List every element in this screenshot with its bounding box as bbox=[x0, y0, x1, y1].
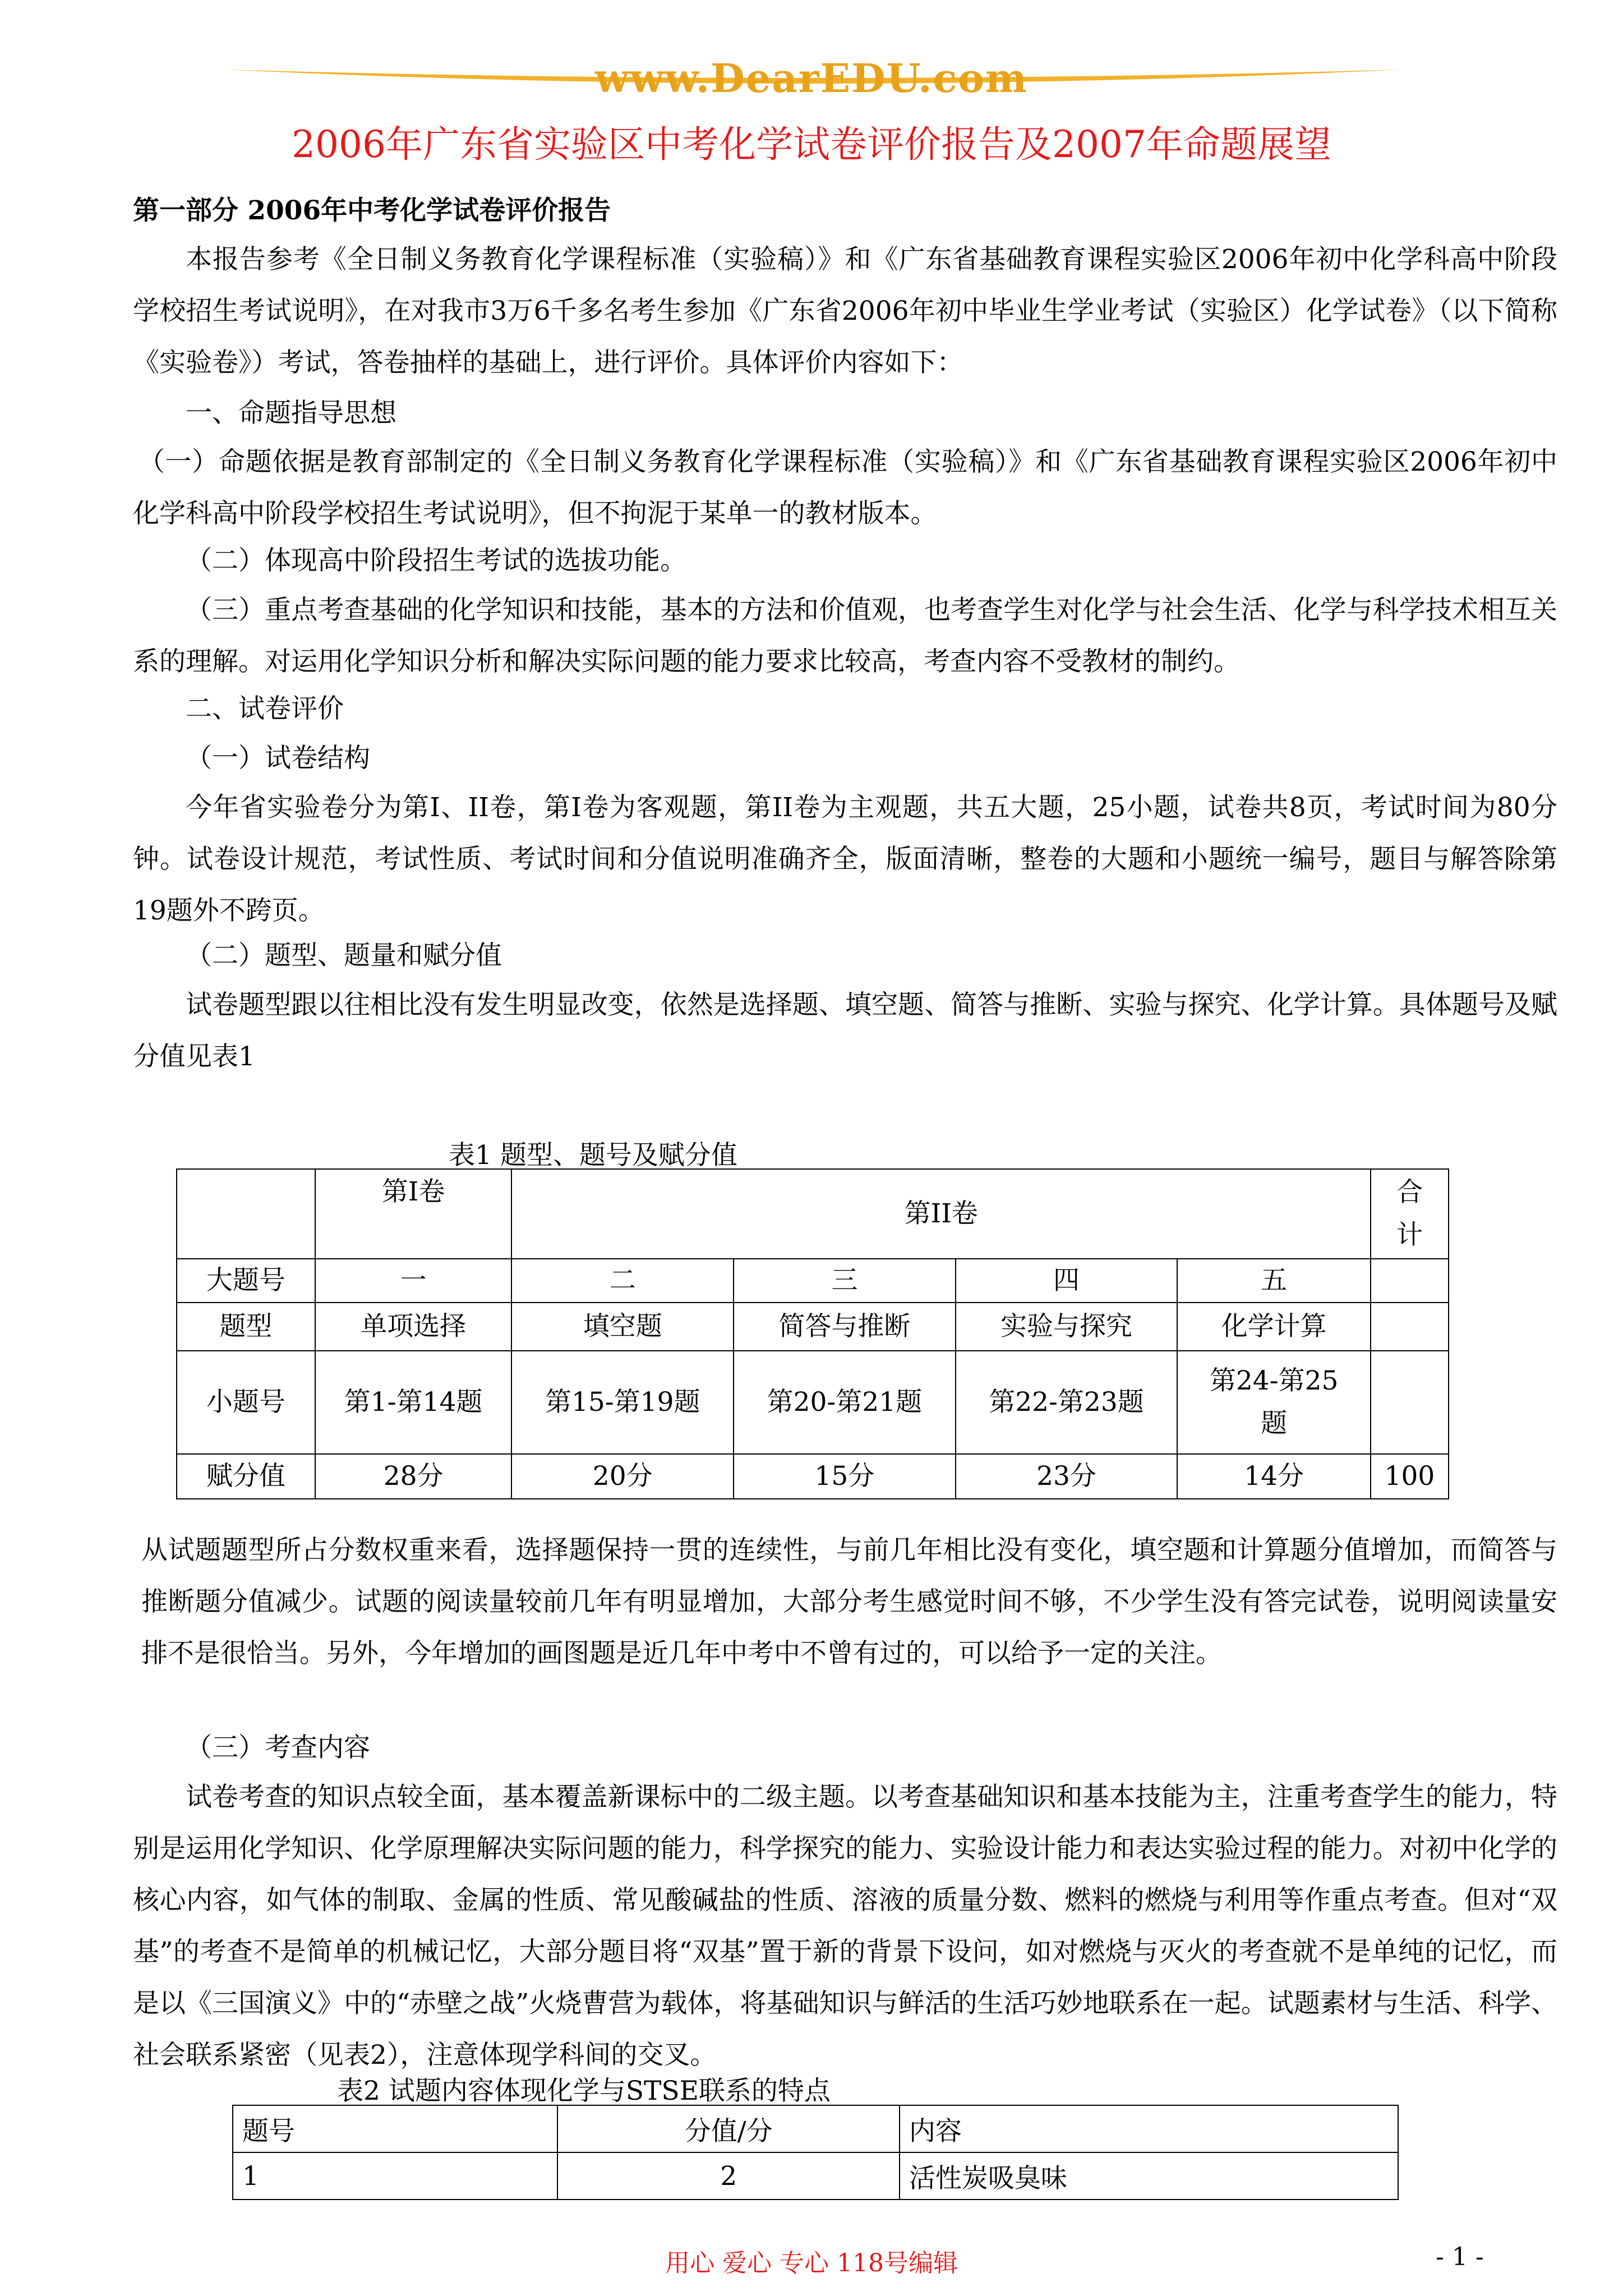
section2-sub2: （二）题型、题量和赋分值 bbox=[186, 940, 502, 971]
section1-heading: 一、命题指导思想 bbox=[186, 398, 396, 429]
table1-cell bbox=[1371, 1259, 1449, 1303]
table1-row-label: 题型 bbox=[177, 1303, 315, 1351]
after-table1-paragraph: 从试题题型所占分数权重来看，选择题保持一贯的连续性，与前几年相比没有变化，填空题和计算题分值增加，而简答与推断题分值减少。试题的阅读量较前几年有明显增加，大部分考生感觉时间不够，不少学生没有答完试卷，说明阅读量安排不是很恰当。另外，今年增加的画图题是近几年中考中不曾有过的，可以给予一定的关注。 bbox=[141, 1535, 1557, 1669]
table1-row-num bbox=[177, 1259, 1449, 1303]
table1-cell: 四 bbox=[956, 1259, 1178, 1303]
table1-cell: 23分 bbox=[956, 1454, 1178, 1499]
table1-cell: 第15-第19题 bbox=[511, 1351, 734, 1454]
table2-cell: 活性炭吸臭味 bbox=[900, 2152, 1398, 2200]
section1-paragraph-3: （三）重点考查基础的化学知识和技能，基本的方法和价值观，也考查学生对化学与社会生活、化学与科学技术相互关系的理解。对运用化学知识分析和解决实际问题的能力要求比较高，考查内容不受教材的制约。 bbox=[133, 595, 1557, 677]
table1-cell: 实验与探究 bbox=[956, 1303, 1178, 1351]
table1-row-score bbox=[177, 1454, 1449, 1499]
table1-cell: 14分 bbox=[1177, 1454, 1371, 1499]
table1-caption: 表1 题型、题号及赋分值 bbox=[449, 1140, 737, 1171]
table1-cell bbox=[1371, 1351, 1449, 1454]
section2-sub1: （一）试卷结构 bbox=[186, 743, 370, 774]
section2-sub3: （三）考查内容 bbox=[186, 1732, 370, 1763]
table1-cell: 化学计算 bbox=[1177, 1303, 1371, 1351]
table2-caption: 表2 试题内容体现化学与STSE联系的特点 bbox=[337, 2076, 831, 2106]
footer-text: 用心 爱心 专心 118号编辑 bbox=[665, 2249, 958, 2277]
table1-cell: 一 bbox=[315, 1259, 512, 1303]
section2-paragraph-1: 今年省实验卷分为第I、II卷，第I卷为客观题，第II卷为主观题，共五大题，25小题，试卷共8页，考试时间为80分钟。试卷设计规范，考试性质、考试时间和分值说明准确齐全，版面清晰，整卷的大题和小题统一编号，题目与解答除第19题外不跨页。 bbox=[133, 792, 1557, 926]
table1-cell: 五 bbox=[1177, 1259, 1371, 1303]
table2-cell: 2 bbox=[557, 2152, 899, 2200]
table1-cell: 第20-第21题 bbox=[734, 1351, 956, 1454]
section2-paragraph-2: 试卷题型跟以往相比没有发生明显改变，依然是选择题、填空题、简答与推断、实验与探究、化学计算。具体题号及赋分值见表1 bbox=[133, 990, 1557, 1072]
table1-cell: 二 bbox=[511, 1259, 734, 1303]
table1-row-label: 大题号 bbox=[177, 1259, 315, 1303]
document-title: 2006年广东省实验区中考化学试卷评价报告及2007年命题展望 bbox=[292, 123, 1331, 166]
table1-cell: 15分 bbox=[734, 1454, 956, 1499]
section2-paragraph-3: 试卷考查的知识点较全面，基本覆盖新课标中的二级主题。以考查基础知识和基本技能为主，注重考查学生的能力，特别是运用化学知识、化学原理解决实际问题的能力，科学探究的能力、实验设计能力和表达实验过程的能力。对初中化学的核心内容，如气体的制取、金属的性质、常见酸碱盐的性质、溶液的质量分数、燃料的燃烧与利用等作重点考查。但对“双基”的考查不是简单的机械记忆，大部分题目将“双基”置于新的背景下设问，如对燃烧与灭火的考查就不是单纯的记忆，而是以《三国演义》中的“赤壁之战”火烧曹营为载体，将基础知识与鲜活的生活巧妙地联系在一起。试题素材与生活、科学、社会联系紧密（见表2），注意体现学科间的交叉。 bbox=[133, 1782, 1557, 2070]
table2-row bbox=[233, 2152, 1398, 2200]
table2-header-row bbox=[233, 2105, 1398, 2152]
table1-total-header-cell: 合 计 bbox=[1371, 1169, 1449, 1259]
page-number: - 1 - bbox=[1436, 2243, 1484, 2271]
table1-cell: 第1-第14题 bbox=[315, 1351, 512, 1454]
table1-header-row bbox=[177, 1169, 1449, 1259]
table1-cell: 第22-第23题 bbox=[956, 1351, 1178, 1454]
table1-row-label: 赋分值 bbox=[177, 1454, 315, 1499]
intro-paragraph: 本报告参考《全日制义务教育化学课程标准（实验稿）》和《广东省基础教育课程实验区2006年初中化学科高中阶段学校招生考试说明》，在对我市3万6千多名考生参加《广东省2006年初中毕业生学业考试（实验区）化学试卷》（以下简称《实验卷》）考试，答卷抽样的基础上，进行评价。具体评价内容如下： bbox=[133, 244, 1557, 378]
table1-cell: 28分 bbox=[315, 1454, 512, 1499]
table1-paper1-cell: 第I卷 bbox=[315, 1169, 512, 1259]
table1-cell: 单项选择 bbox=[315, 1303, 512, 1351]
table1-row-label: 小题号 bbox=[177, 1351, 315, 1454]
part1-heading: 第一部分 2006年中考化学试卷评价报告 bbox=[133, 195, 611, 226]
section1-paragraph-2: （二）体现高中阶段招生考试的选拔功能。 bbox=[186, 545, 686, 576]
site-url-logo: www.DearEDU.com bbox=[594, 55, 1028, 102]
table2-header-cell: 分值/分 bbox=[557, 2105, 899, 2152]
table2-header-cell: 题号 bbox=[233, 2105, 557, 2152]
table1-cell bbox=[1371, 1303, 1449, 1351]
table2-cell: 1 bbox=[233, 2152, 557, 2200]
table1-question-types bbox=[176, 1168, 1449, 1499]
table1-cell: 简答与推断 bbox=[734, 1303, 956, 1351]
table1-cell: 20分 bbox=[511, 1454, 734, 1499]
section1-paragraph-1: （一）命题依据是教育部制定的《全日制义务教育化学课程标准（实验稿）》和《广东省基础教育课程实验区2006年初中化学科高中阶段学校招生考试说明》，但不拘泥于某单一的教材版本。 bbox=[133, 447, 1557, 529]
table2-header-cell: 内容 bbox=[900, 2105, 1398, 2152]
table1-cell: 三 bbox=[734, 1259, 956, 1303]
table1-corner-cell bbox=[177, 1169, 315, 1259]
table1-row-items bbox=[177, 1351, 1449, 1454]
table1-cell: 填空题 bbox=[511, 1303, 734, 1351]
table1-paper2-cell: 第II卷 bbox=[511, 1169, 1371, 1259]
table1-row-type bbox=[177, 1303, 1449, 1351]
table2-stse bbox=[232, 2105, 1399, 2200]
table1-total-score: 100 bbox=[1371, 1454, 1449, 1499]
table1-cell: 第24-第25 题 bbox=[1177, 1351, 1371, 1454]
section2-heading: 二、试卷评价 bbox=[186, 693, 344, 724]
